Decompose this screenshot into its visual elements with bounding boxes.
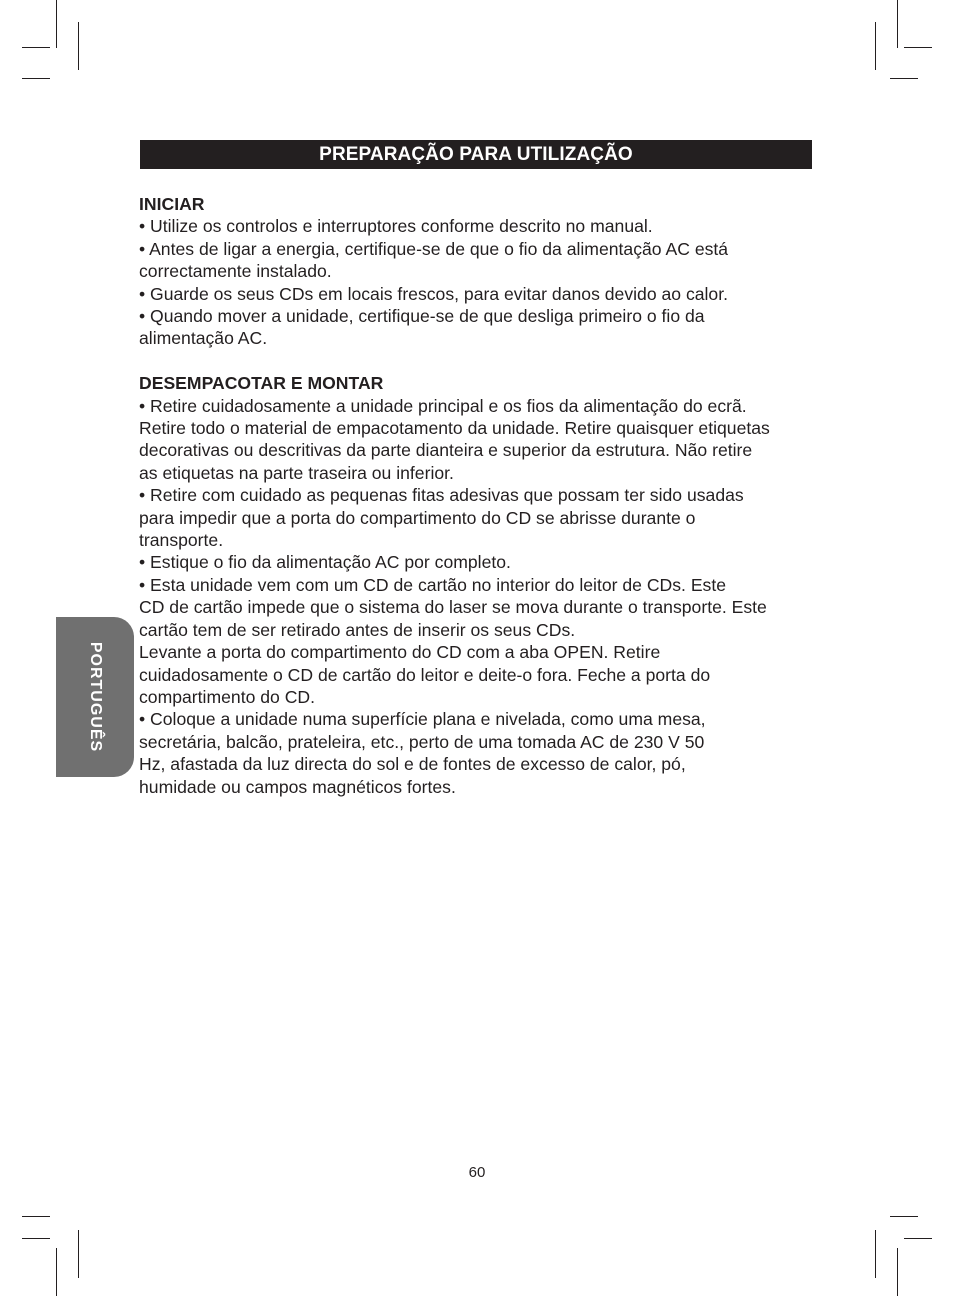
crop-mark	[22, 1238, 50, 1239]
text-line: • Antes de ligar a energia, certifique-se de que o fio da alimentação AC está	[139, 238, 729, 259]
text-line: transporte.	[139, 530, 224, 551]
text-line: • Esta unidade vem com um CD de cartão no interior do leitor de CDs. Este	[139, 574, 727, 595]
crop-mark	[56, 1248, 57, 1296]
section-heading-start: INICIAR	[139, 194, 205, 214]
text-line: decorativas ou descritivas da parte dianteira e superior da estrutura. Não retire	[139, 440, 753, 461]
crop-mark	[22, 78, 50, 79]
crop-mark	[897, 1248, 898, 1296]
text-line: cuidadosamente o CD de cartão do leitor e deite-o fora. Feche a porta do	[139, 664, 711, 685]
text-line: compartimento do CD.	[139, 686, 316, 707]
crop-mark	[22, 1216, 50, 1217]
crop-mark	[22, 47, 50, 48]
text-line: • Quando mover a unidade, certifique-se de que desliga primeiro o fio da	[139, 306, 705, 327]
text-line: • Coloque a unidade numa superfície plana e nivelada, como uma mesa,	[139, 709, 706, 730]
crop-mark	[875, 1230, 876, 1278]
section-heading-unpack: DESEMPACOTAR E MONTAR	[139, 373, 384, 394]
page-number: 60	[468, 1164, 486, 1181]
crop-mark	[897, 0, 898, 48]
text-line: cartão tem de ser retirado antes de inserir os seus CDs.	[139, 619, 576, 640]
text-line: Hz, afastada da luz directa do sol e de fontes de excesso de calor, pó,	[139, 754, 686, 775]
crop-mark	[78, 22, 79, 70]
section-spacer	[139, 350, 819, 372]
text-line: para impedir que a porta do compartimento do CD se abrisse durante o	[139, 507, 696, 528]
crop-mark	[56, 0, 57, 48]
text-line: • Retire com cuidado as pequenas fitas adesivas que possam ter sido usadas	[139, 485, 744, 506]
crop-mark	[875, 22, 876, 70]
text-line: Retire todo o material de empacotamento da unidade. Retire quaisquer etiquetas	[139, 418, 770, 439]
crop-mark	[904, 1238, 932, 1239]
text-line: • Estique o fio da alimentação AC por completo.	[139, 552, 511, 573]
text-line: CD de cartão impede que o sistema do laser se mova durante o transporte. Este	[139, 597, 767, 618]
text-line: • Guarde os seus CDs em locais frescos, para evitar danos devido ao calor.	[139, 283, 728, 304]
crop-mark	[904, 47, 932, 48]
text-line: correctamente instalado.	[139, 261, 332, 282]
text-line: • Retire cuidadosamente a unidade principal e os fios da alimentação do ecrã.	[139, 395, 747, 416]
text-line: alimentação AC.	[139, 328, 268, 349]
document-body	[139, 193, 819, 798]
crop-mark	[78, 1230, 79, 1278]
crop-mark	[890, 1216, 918, 1217]
text-line: humidade ou campos magnéticos fortes.	[139, 776, 456, 797]
page-title: PREPARAÇÃO PARA UTILIZAÇÃO	[140, 140, 812, 169]
crop-mark	[890, 78, 918, 79]
text-line: secretária, balcão, prateleira, etc., perto de uma tomada AC de 230 V 50	[139, 731, 705, 752]
language-tab	[56, 617, 134, 777]
language-tab-label: PORTUGUÊS	[87, 641, 104, 753]
text-line: as etiquetas na parte traseira ou inferior.	[139, 462, 454, 483]
text-line: Levante a porta do compartimento do CD com a aba OPEN. Retire	[139, 642, 661, 663]
text-line: • Utilize os controlos e interruptores conforme descrito no manual.	[139, 216, 653, 237]
